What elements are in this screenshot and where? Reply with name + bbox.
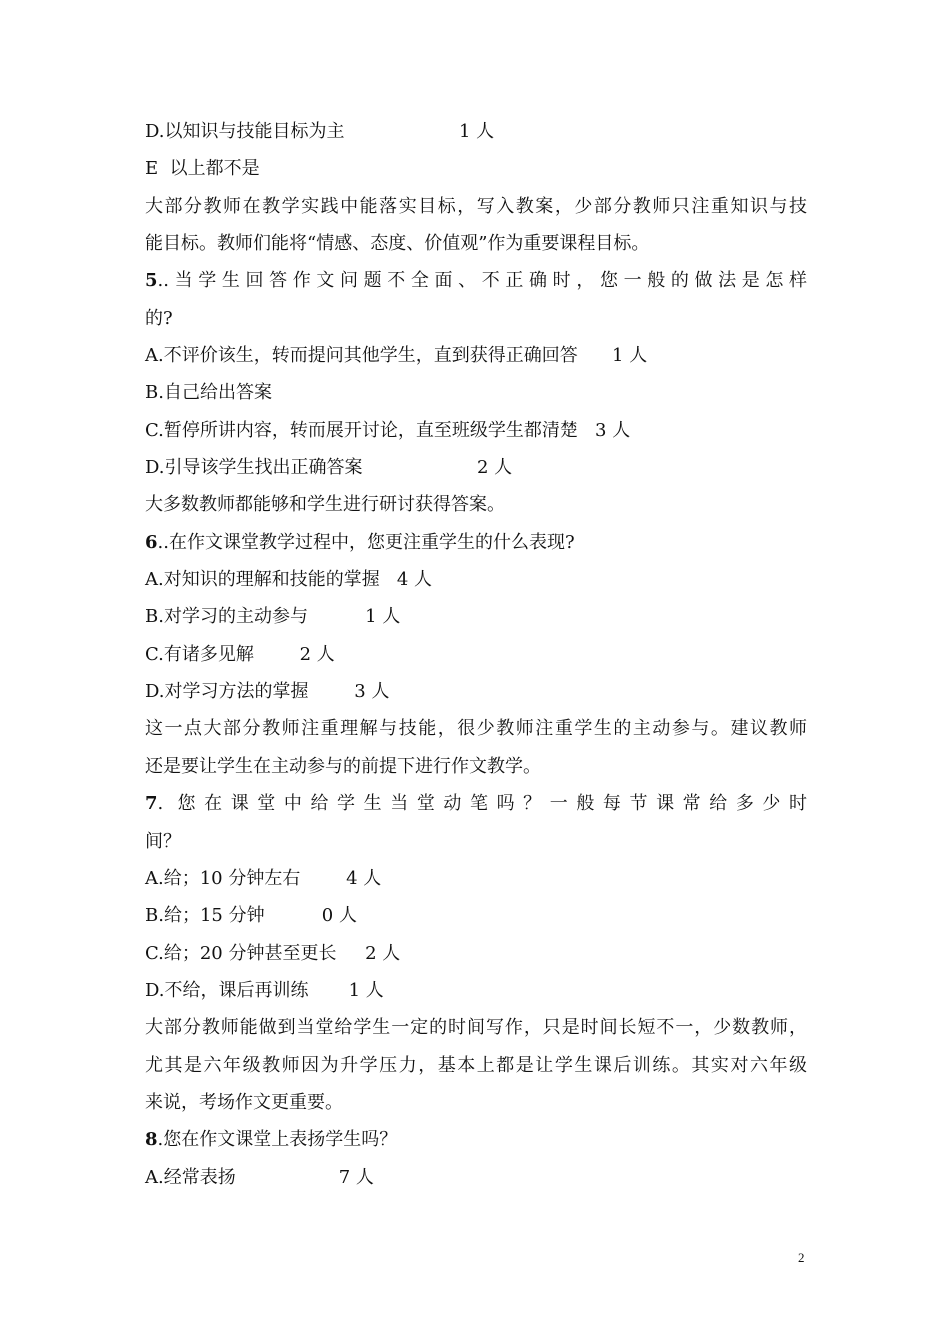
option-line: D.不给，课后再训练 1 人 (145, 980, 384, 1001)
page-number: 2 (798, 1250, 805, 1265)
question-number: 7 (145, 793, 158, 814)
question-line: 的? (145, 308, 173, 329)
question-line (145, 1127, 397, 1153)
paragraph-line: 大多数教师都能够和学生进行研讨获得答案。 (145, 494, 505, 515)
paragraph-line: 这一点大部分教师注重理解与技能，很少教师注重学生的主动参与。建议教师 (145, 718, 807, 739)
paragraph-line: 来说，考场作文更重要。 (145, 1092, 343, 1113)
option-line: D.对学习方法的掌握 3 人 (145, 681, 390, 702)
option-line: C.暂停所讲内容，转而展开讨论，直至班级学生都清楚 3 人 (145, 420, 631, 441)
option-line: D.以知识与技能目标为主 1 人 (145, 121, 495, 142)
question-line: 间？ (145, 831, 181, 852)
option-line: B.自己给出答案 (145, 382, 272, 403)
question-number: 5 (145, 270, 158, 291)
option-line: A.不评价该生，转而提问其他学生，直到获得正确回答 1 人 (145, 345, 648, 366)
option-line: A.经常表扬 7 人 (145, 1167, 374, 1188)
question-text: .您在作文课堂上表扬学生吗？ (157, 1129, 398, 1150)
question-number: 8 (145, 1129, 158, 1150)
option-line: D.引导该学生找出正确答案 2 人 (145, 457, 513, 478)
question-text: ..当学生回答作文问题不全面、不正确时，您一般的做法是怎样 (157, 270, 807, 291)
paragraph-line: 尤其是六年级教师因为升学压力，基本上都是让学生课后训练。其实对六年级 (145, 1055, 807, 1076)
option-line: E 以上都不是 (145, 158, 260, 179)
question-line (145, 268, 807, 294)
question-number: 6 (145, 532, 158, 553)
option-line: B.给；15 分钟 0 人 (145, 905, 357, 926)
option-line: A.给；10 分钟左右 4 人 (145, 868, 382, 889)
paragraph-line: 还是要让学生在主动参与的前提下进行作文教学。 (145, 756, 541, 777)
option-line: C.有诸多见解 2 人 (145, 644, 335, 665)
option-line: B.对学习的主动参与 1 人 (145, 606, 401, 627)
option-line: A.对知识的理解和技能的掌握 4 人 (145, 569, 433, 590)
question-line (145, 530, 575, 556)
paragraph-line: 大部分教师在教学实践中能落实目标，写入教案，少部分教师只注重知识与技 (145, 196, 807, 217)
question-text: ..在作文课堂教学过程中，您更注重学生的什么表现? (157, 532, 575, 553)
option-line: C.给；20 分钟甚至更长 2 人 (145, 943, 401, 964)
paragraph-line: 大部分教师能做到当堂给学生一定的时间写作，只是时间长短不一，少数教师， (145, 1017, 807, 1038)
question-line (145, 791, 807, 817)
question-text: . 您在课堂中给学生当堂动笔吗？一般每节课常给多少时 (157, 793, 807, 814)
paragraph-line: 能目标。教师们能将“情感、态度、价值观”作为重要课程目标。 (145, 233, 650, 254)
